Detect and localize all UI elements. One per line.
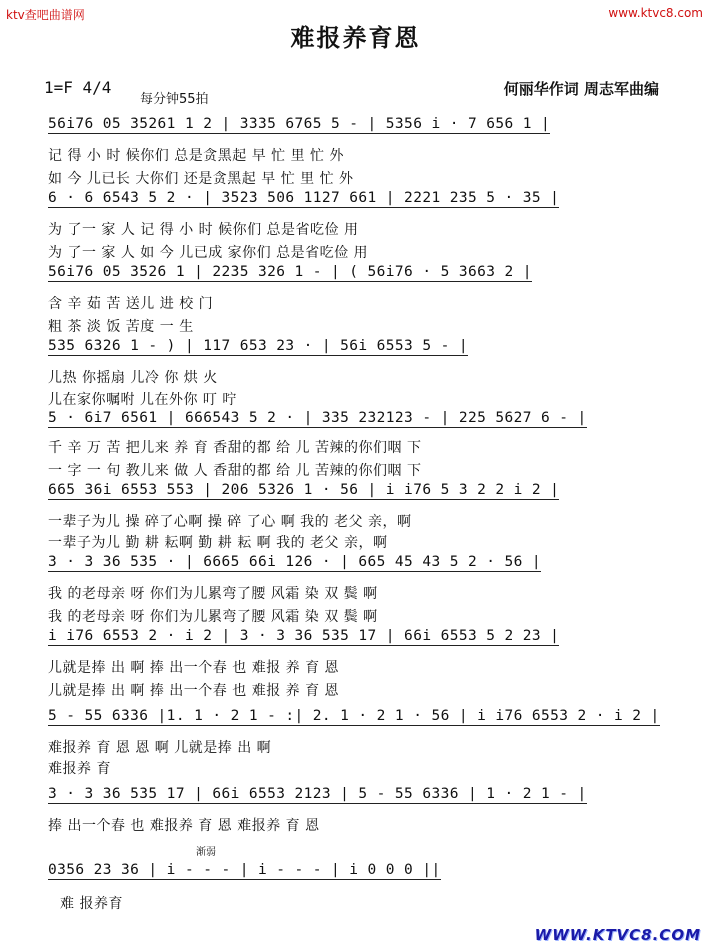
lyric-row-7-verse-1: 我 的老母亲 呀 你们为儿累弯了腰 风霜 染 双 鬓 啊: [48, 586, 378, 602]
lyric-row-5-verse-1: 千 辛 万 苦 把儿来 养 育 香甜的都 给 儿 苦辣的你们咽 下: [48, 440, 422, 456]
notation-row-5: 5 · 6i7 6561 | 666543 5 2 · | 335 232123 - | 225 5627 6 - |: [48, 410, 587, 426]
lyric-row-9-verse-2: 难报养 育: [48, 761, 111, 777]
lyric-row-4-verse-1: 儿热 你摇扇 儿冷 你 烘 火: [48, 370, 218, 386]
lyric-row-3-verse-1: 含 辛 茹 苦 送儿 进 校 门: [48, 296, 214, 312]
lyric-row-2-verse-1: 为 了一 家 人 记 得 小 时 候你们 总是省吃俭 用: [48, 222, 359, 238]
dynamic-marking: 渐弱: [196, 847, 216, 858]
lyric-row-1-verse-1: 记 得 小 时 候你们 总是贪黑起 早 忙 里 忙 外: [48, 148, 345, 164]
notation-row-8: i i76 6553 2 · i 2 | 3 · 3 36 535 17 | 66i 6553 5 2 23 |: [48, 628, 560, 644]
lyric-row-6-verse-1: 一辈子为儿 操 碎了心啊 操 碎 了心 啊 我的 老父 亲，啊: [48, 514, 412, 530]
lyric-row-8-verse-2: 儿就是捧 出 啊 捧 出一个春 也 难报 养 育 恩: [48, 683, 340, 699]
notation-row-10: 3 · 3 36 535 17 | 66i 6553 2123 | 5 - 55 6336 | 1 · 2 1 - |: [48, 786, 587, 802]
site-name-left: ktv查吧曲谱网: [6, 8, 85, 22]
lyric-row-1-verse-2: 如 今 儿已长 大你们 还是贪黑起 早 忙 里 忙 外: [48, 171, 354, 187]
lyric-row-7-verse-2: 我 的老母亲 呀 你们为儿累弯了腰 风霜 染 双 鬓 啊: [48, 609, 378, 625]
notation-row-3: 56i76 05 3526 1 | 2235 326 1 - | ( 56i76 · 5 3663 2 |: [48, 264, 532, 280]
notation-row-2: 6 · 6 6543 5 2 · | 3523 506 1127 661 | 2221 235 5 · 35 |: [48, 190, 560, 206]
watermark-logo: WWW.KTVC8.COM: [534, 926, 701, 944]
lyric-row-10-verse-1: 捧 出一个春 也 难报养 育 恩 难报养 育 恩: [48, 818, 320, 834]
lyric-row-3-verse-2: 粗 茶 淡 饭 苦度 一 生: [48, 319, 194, 335]
lyric-row-11-verse-1: 难 报养育: [60, 896, 123, 912]
notation-row-1: 56i76 05 35261 1 2 | 3335 6765 5 - | 5356 i · 7 656 1 |: [48, 116, 551, 132]
lyric-row-5-verse-2: 一 字 一 句 教儿来 做 人 香甜的都 给 儿 苦辣的你们咽 下: [48, 463, 422, 479]
notation-row-9: 5 - 55 6336 |1. 1 · 2 1 - :| 2. 1 · 2 1 · 56 | i i76 6553 2 · i 2 |: [48, 708, 660, 724]
notation-row-6: 665 36i 6553 553 | 206 5326 1 · 56 | i i76 5 3 2 2 i 2 |: [48, 482, 560, 498]
notation-row-7: 3 · 3 36 535 · | 6665 66i 126 · | 665 45 43 5 2 · 56 |: [48, 554, 542, 570]
notation-row-4: 535 6326 1 - ) | 117 653 23 · | 56i 6553 5 - |: [48, 338, 468, 354]
lyric-row-9-verse-1: 难报养 育 恩 恩 啊 儿就是捧 出 啊: [48, 740, 272, 756]
lyric-row-2-verse-2: 为 了一 家 人 如 今 儿已成 家你们 总是省吃俭 用: [48, 245, 369, 261]
lyric-row-4-verse-2: 儿在家你嘱咐 儿在外你 叮 咛: [48, 392, 237, 408]
tempo-marking: 每分钟55拍: [140, 92, 209, 107]
credits: 何丽华作词 周志军曲编: [503, 80, 659, 98]
lyric-row-6-verse-2: 一辈子为儿 勤 耕 耘啊 勤 耕 耘 啊 我的 老父 亲，啊: [48, 535, 388, 551]
lyric-row-8-verse-1: 儿就是捧 出 啊 捧 出一个春 也 难报 养 育 恩: [48, 660, 340, 676]
key-signature: 1=F 4/4: [44, 78, 112, 97]
notation-row-11: 0356 23 36 | i - - - | i - - - | i 0 0 0 ||: [48, 862, 441, 878]
song-title: 难报养育恩: [290, 24, 421, 52]
site-url-right: www.ktvc8.com: [608, 6, 703, 20]
